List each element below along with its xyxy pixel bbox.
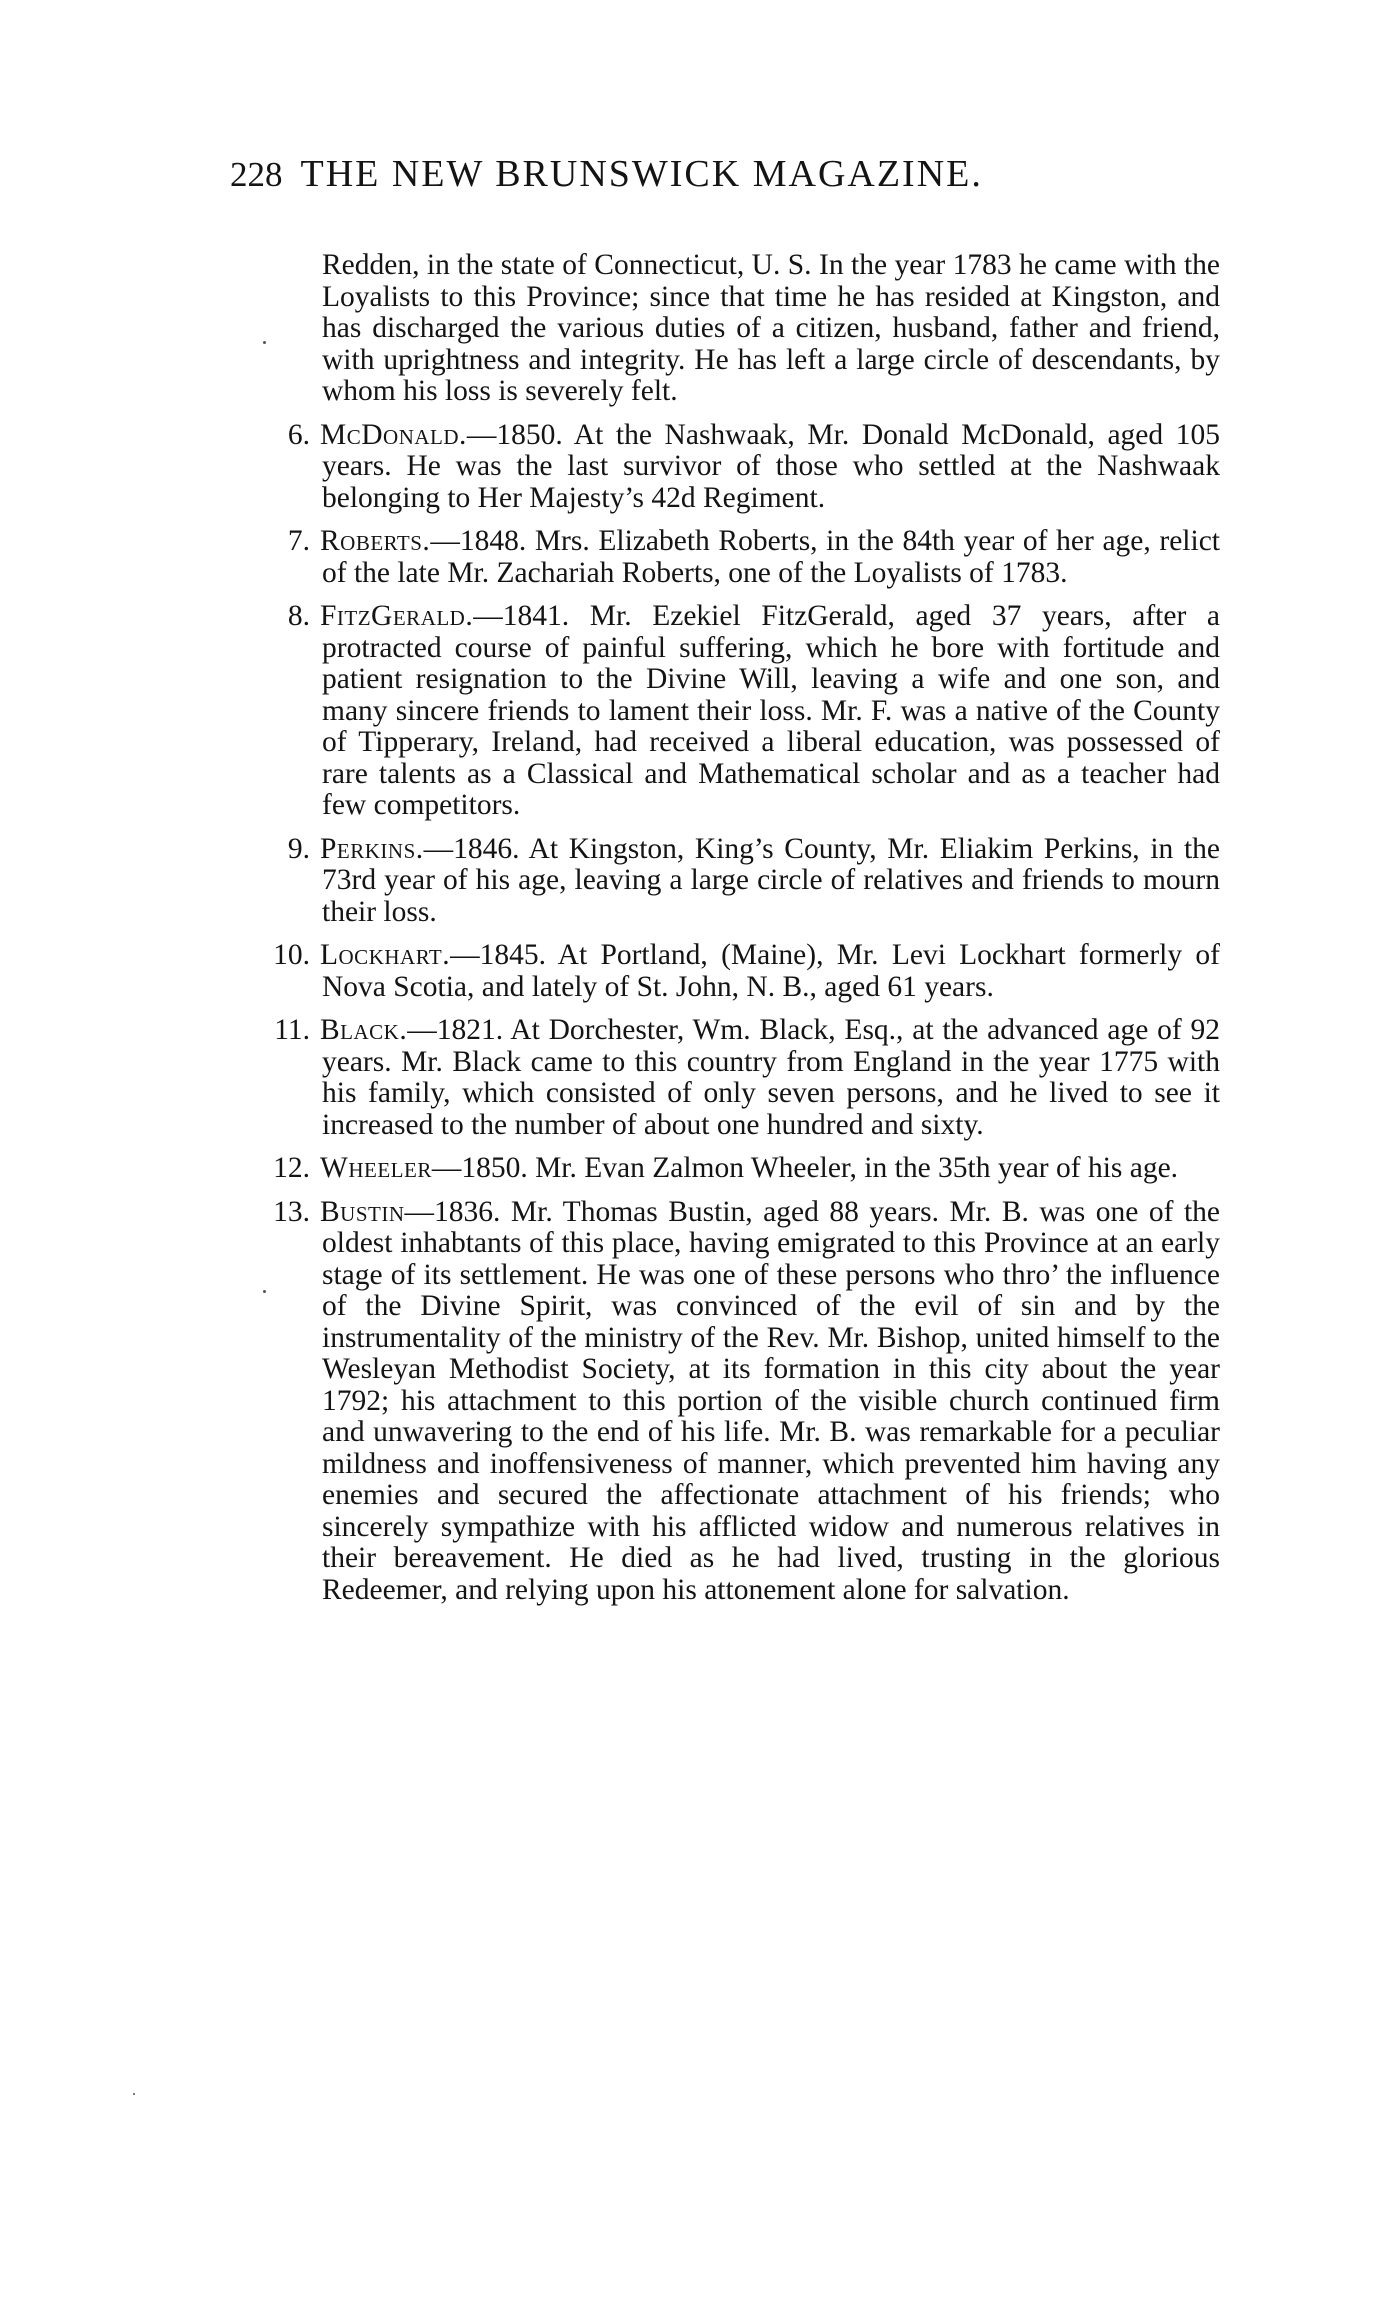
entry-body: Mr. Ezekiel FitzGerald, aged 37 years, after a protracted course of painful suffering, which he bore with fortitude and patient resignation to the Divine Will, leaving a wife and one son, and many sincere friends to lament their loss. Mr. F. was a native of the County of Tipperary, Ireland, had received a liberal education, was possessed of rare talents as a Classical and Mathematical scholar and as a teacher had few competitors.	[322, 600, 1221, 821]
obituary-entry	[210, 526, 1220, 589]
entry-surname: Perkins.	[320, 832, 424, 865]
print-speck	[263, 341, 266, 344]
entry-body: At Kingston, King’s County, Mr. Eliakim Perkins, in the 73rd year of his age, leaving a large circle of relatives and friends to mourn their loss.	[322, 832, 1220, 928]
entry-body: Mr. Evan Zalmon Wheeler, in the 35th year of his age.	[535, 1152, 1179, 1184]
entry-year: —1836.	[404, 1195, 501, 1228]
magazine-title: THE NEW BRUNSWICK MAGAZINE.	[300, 153, 983, 195]
entry-year: —1850.	[431, 1152, 528, 1184]
entry-text	[210, 601, 1220, 822]
entry-body: At Portland, (Maine), Mr. Levi Lockhart formerly of Nova Scotia, and lately of St. John, N. B., aged 61 years.	[322, 939, 1220, 1003]
entry-text	[210, 526, 1220, 589]
entry-text	[210, 420, 1220, 515]
obituary-entry	[210, 1153, 1220, 1185]
entry-text	[210, 940, 1220, 1003]
entry-number: 13.	[273, 1195, 310, 1228]
entry-number: 8.	[287, 600, 310, 632]
entry-number: 9.	[287, 832, 310, 865]
entry-number: 6.	[287, 418, 310, 451]
entry-body: Mr. Thomas Bustin, aged 88 years. Mr. B. was one of the oldest inhabtants of this place, having emigrated to this Province at an early stage of its settlement. He was one of these persons who thro’ the influence of the Divine Spirit, was convinced of the evil of sin and by the instrumentality of the ministry of the Rev. Mr. Bishop, united himself to the Wesleyan Methodist Society, at its formation in this city about the year 1792; his attachment to this portion of the visible church continued firm and unwavering to the end of his life. Mr. B. was remarkable for a peculiar mildness and inoffensiveness of manner, which prevented him having any enemies and secured the affectionate attachment of his friends; who sincerely sympathize with his afflicted widow and numerous relatives in their bereavement. He died as he had lived, trusting in the glorious Redeemer, and relying upon his attonement alone for salvation.	[322, 1195, 1220, 1606]
opening-paragraph: Redden, in the state of Connecticut, U. S. In the year 1783 he came with the Loyalists to this Province; since that time he has resided at Kingston, and has discharged the various duties of a citizen, husband, father and friend, with uprightness and integrity. He has left a large circle of descendants, by whom his loss is severely felt.	[322, 249, 1220, 407]
print-speck	[263, 1290, 266, 1293]
entry-year: —1846.	[423, 832, 520, 865]
entry-surname: Roberts.	[320, 525, 431, 557]
entry-surname: McDonald.	[320, 418, 467, 451]
entry-text	[210, 1197, 1220, 1607]
entry-year: —1845.	[450, 939, 547, 971]
entry-number: 12.	[273, 1152, 310, 1184]
obituary-entry	[210, 940, 1220, 1003]
entry-year: —1821.	[407, 1014, 504, 1046]
entry-number: 10.	[273, 939, 310, 971]
entry-body: Mrs. Elizabeth Roberts, in the 84th year of her age, relict of the late Mr. Zachariah Roberts, one of the Loyalists of 1783.	[322, 525, 1220, 589]
entry-surname: FitzGerald.	[320, 600, 474, 632]
obituary-entry	[210, 1197, 1220, 1607]
entry-text	[210, 1153, 1220, 1185]
obituary-entry	[210, 601, 1220, 822]
entry-surname: Bustin	[320, 1195, 405, 1228]
obituary-entry	[210, 1015, 1220, 1141]
entry-year: —1848.	[430, 525, 527, 557]
print-speck	[133, 2093, 135, 2095]
entry-year: —1850.	[466, 418, 563, 451]
entry-year: —1841.	[473, 600, 570, 632]
entry-surname: Wheeler	[320, 1152, 432, 1184]
page-body	[210, 250, 1220, 1606]
entry-text	[210, 834, 1220, 929]
entry-number: 7.	[287, 525, 310, 557]
entry-number: 11.	[274, 1014, 310, 1046]
entry-body: At Dorchester, Wm. Black, Esq., at the advanced age of 92 years. Mr. Black came to this country from England in the year 1775 with his family, which consisted of only seven persons, and he lived to see it increased to the number of about one hundred and sixty.	[322, 1014, 1220, 1141]
entry-text	[210, 1015, 1220, 1141]
running-head	[230, 152, 983, 196]
entry-body: At the Nashwaak, Mr. Donald McDonald, aged 105 years. He was the last survivor of those who settled at the Nashwaak belonging to Her Majesty’s 42d Regiment.	[322, 418, 1220, 514]
obituary-entry	[210, 834, 1220, 929]
entry-surname: Black.	[320, 1014, 408, 1046]
page-number: 228	[230, 155, 283, 194]
obituary-entry	[210, 420, 1220, 515]
entry-surname: Lockhart.	[320, 939, 451, 971]
